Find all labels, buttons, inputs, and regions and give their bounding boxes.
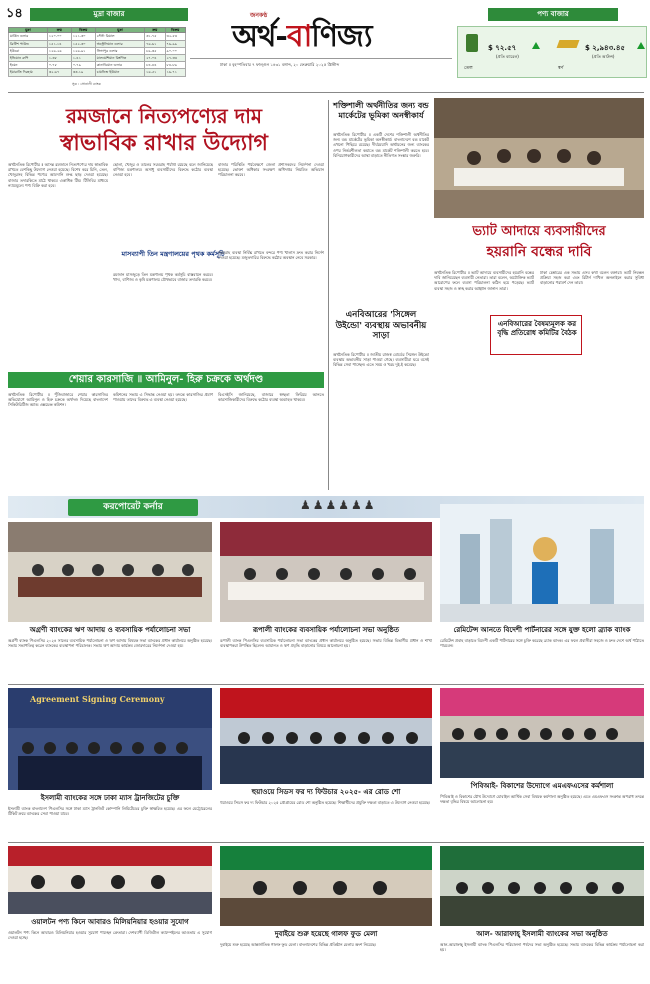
committee-inset-title: এনবিআরের বৈষম্যমূলক কর বৃদ্ধি প্রতিরোধ কমিটির বৈঠক xyxy=(497,319,577,337)
lead-body-4: রমজান মাসজুড়ে তিন মন্ত্রণালয় পৃথক কর্মসূচি বাস্তবায়ন করবে। খাদ্য, বাণিজ্য ও কৃষি মন্ত্রণালয় যৌথভাবে বাজার তদারকি করবে। xyxy=(113,272,213,283)
commodity-title: পণ্য বাজার xyxy=(488,8,618,21)
currency-cell: ১২৬.৯১ xyxy=(71,47,95,54)
gulfood-photo xyxy=(220,846,432,926)
people-silhouette-icon: ♟♟♟♟♟♟ xyxy=(300,498,377,512)
currency-col-header: মুদ্রা xyxy=(95,28,144,33)
lead-headline-1: রমজানে নিত্যপণ্যের দাম xyxy=(65,104,263,128)
walton-title: ওয়ালটন পণ্য কিনে আবারও মিলিয়নিয়ার হওয়ার সুযোগ xyxy=(31,917,189,926)
islami-title: ইসলামী ব্যাংকের সঙ্গে ঢাকা ম্যাস ট্রানজিটের চুক্তি xyxy=(40,793,180,802)
currency-cell: ৩২.৬৭ xyxy=(47,69,71,76)
brac-title: রেমিটেন্স আনতে বিদেশী পার্টনারের সঙ্গে যুক্ত হলো ব্র্যাক ব্যাংক xyxy=(453,625,631,634)
currency-cell: মালয়েশিয়ান রিংগিত xyxy=(95,55,144,62)
pbi-title: পিবিআই- বিকাশের উদ্যোগে এমএফএসের কর্মশালা xyxy=(470,781,614,790)
currency-row xyxy=(9,69,186,76)
committee-inset xyxy=(490,315,582,355)
corporate-corner-label: করপোরেট কর্নার xyxy=(68,499,198,516)
currency-cell: ৯০.০০ xyxy=(165,47,185,54)
dateline: ঢাকা ॥ বৃহস্পতিবার ৭ ফাল্গুন ১৪৩১ বঙ্গাব্দ, ২০ ফেব্রুয়ারি ২০২৫ খ্রিস্টাব্দ xyxy=(220,62,340,67)
oil-up-arrow-icon xyxy=(532,42,540,49)
rupali-title: রূপালী ব্যাংকের ব্যবসায়িক পর্যালোচনা সভা অনুষ্ঠিত xyxy=(252,625,400,634)
column-divider-1 xyxy=(328,100,329,490)
currency-cell: ০.৭৯ xyxy=(71,62,95,69)
currency-cell: ০.৭৮ xyxy=(47,62,71,69)
currency-cell: ১৫১.১৪ xyxy=(47,40,71,47)
currency-cell: ৩৩.১৯ xyxy=(71,69,95,76)
currency-col-header: বিক্রয় xyxy=(165,28,185,33)
lead-headline-2: স্বাভাবিক রাখার উদ্যোগ xyxy=(60,130,268,156)
currency-cell: ১২১.৩০ xyxy=(71,33,95,40)
currency-table xyxy=(8,27,186,77)
brac-remittance-illustration xyxy=(440,504,644,622)
lead-body-2: ছোলা, খেজুর ও ডালের সরবরাহ পর্যাপ্ত রয়েছে বলে জানিয়েছে বাণিজ্য মন্ত্রণালয়। অসাধু ব্যবসায়ীদের বিরুদ্ধে কঠোর ব্যবস্থা নেওয়া হবে। xyxy=(113,162,213,178)
oil-barrel-icon xyxy=(466,34,478,52)
huawei-roadshow-photo xyxy=(220,688,432,784)
currency-cell: ব্রিটিশ পাউন্ড xyxy=(9,40,48,47)
page-header xyxy=(0,0,650,92)
currency-cell: ১৬.৫১ xyxy=(145,69,165,76)
currency-col-header: ক্রয় xyxy=(145,28,165,33)
brand-left: অর্থ- xyxy=(232,19,287,54)
currency-row xyxy=(9,33,186,40)
walton-body: ওয়ালটন পণ্য কিনে আবারও মিলিয়নিয়ার হওয়ার সুযোগ পাচ্ছেন ক্রেতারা। দেশব্যাপী ডিজিটাল ক্যাম্পেইনের আওতায় এ সুযোগ দেওয়া হচ্ছে। xyxy=(8,930,212,941)
agreement-banner: Agreement Signing Ceremony xyxy=(30,694,165,704)
single-window-body: অর্থনৈতিক রিপোর্টার ॥ জাতীয় রাজস্ব বোর্ডের সিঙ্গেল উইন্ডো ব্যবস্থায় অভাবনীয় সাড়া পাওয়া গেছে। ব্যবসায়ীরা ঘরে বসেই বিভিন্ন সেবা পাচ্ছেন। এতে সময় ও খরচ দুই-ই কমেছে। xyxy=(333,352,429,368)
oil-label: তেল xyxy=(464,66,473,71)
currency-cell: ৩২.৫৩ xyxy=(165,33,185,40)
brand-mid: বা xyxy=(286,19,312,54)
vat-headline-1: ভ্যাট আদায়ে ব্যবসায়ীদের xyxy=(472,224,606,239)
rupali-meeting-photo xyxy=(220,522,432,622)
currency-row xyxy=(9,47,186,54)
brac-body: রেমিটেন্স প্রবাহ বাড়াতে বিদেশী একটি পার্টনারের সঙ্গে চুক্তি করেছে ব্র্যাক ব্যাংক। এর ফলে প্রবাসীরা সহজে ও দ্রুত দেশে অর্থ পাঠাতে পারবেন। xyxy=(440,638,644,649)
rupali-body: রূপালী ব্যাংক পিএলসির ব্যবসায়িক পর্যালোচনা সভা ব্যাংকের প্রধান কার্যালয়ে অনুষ্ঠিত হয়েছে। সভায় বিভিন্ন বিভাগীয় প্রধান ও শাখা ব্যবস্থাপকরা উপস্থিত ছিলেন। আমানত ও ঋণ প্রবৃদ্ধি বাড়ানোর বিষয়ে আলোচনা হয়। xyxy=(220,638,432,649)
currency-cell: ইয়েন xyxy=(9,62,48,69)
islami-body: ইসলামী ব্যাংক বাংলাদেশ পিএলসির সঙ্গে ঢাকা ম্যাস ট্রানজিট কোম্পানি লিমিটেডের চুক্তি স্বাক্ষরিত হয়েছে। এর ফলে মেট্রোরেলের টিকিট ক্রয়ে ব্যাংকের সেবা পাওয়া যাবে। xyxy=(8,806,212,817)
currency-cell: ১২০.০০ xyxy=(47,33,71,40)
lead-body-3: বাজার পরিস্থিতি পর্যবেক্ষণে জেলা প্রশাসকদের নির্দেশনা দেওয়া হয়েছে। ভোক্তা অধিকার সংরক্ষণ অধিদপ্তর নিয়মিত অভিযান পরিচালনা করবে। xyxy=(218,162,324,178)
brand-right: ণিজ্য xyxy=(311,19,372,54)
walton-photo xyxy=(8,846,212,914)
currency-cell: সিঙ্গাপুর ডলার xyxy=(95,47,144,54)
currency-cell: চায়নিজ ইউয়ান xyxy=(95,69,144,76)
currency-row xyxy=(9,55,186,62)
currency-cell: সৌদি রিয়াল xyxy=(95,33,144,40)
currency-source: সূত্র : সোনালী ব্যাংক xyxy=(72,82,101,86)
vat-headline-2: হয়রানি বন্ধের দাবি xyxy=(486,244,592,260)
bond-body: অর্থনৈতিক রিপোর্টার ॥ একটি দেশের শক্তিশালী অর্থনীতির জন্য বন্ড মার্কেটের ভূমিকা অনস্বীকার্য। বাংলাদেশে বন্ড মার্কেট এখনো পিছিয়ে রয়েছে। দীর্ঘমেয়াদি অর্থায়নের জন্য ব্যাংকের ওপর নির্ভরশীলতা কমাতে বন্ড মার্কেট শক্তিশালী করতে হবে। বিনিয়োগকারীদের আস্থা বাড়াতে নীতিগত সংস্কার জরুরি। xyxy=(333,132,429,158)
al-arafah-photo xyxy=(440,846,644,926)
gold-label: স্বর্ণ xyxy=(558,66,564,71)
currency-cell: অস্ট্রেলিয়ান ডলার xyxy=(95,40,144,47)
currency-cell: ৮৯.৩৫ xyxy=(145,47,165,54)
gold-unit: (প্রতি আউন্স) xyxy=(592,54,615,59)
currency-cell: ৮৪.৪৪ xyxy=(145,62,165,69)
currency-cell: ৭৬.৬১ xyxy=(145,40,165,47)
row-divider-1 xyxy=(8,684,644,685)
oil-price: $ ৭২.৫৭ xyxy=(488,44,517,52)
pbi-bkash-photo xyxy=(440,688,644,778)
currency-col-header: বিক্রয় xyxy=(71,28,95,33)
currency-col-header: মুদ্রা xyxy=(9,28,48,33)
row-divider-2 xyxy=(8,842,644,843)
currency-cell: কানাডিয়ান ডলার xyxy=(95,62,144,69)
currency-cell: ইন্ডিয়ান রুপি xyxy=(9,55,48,62)
share-body-1: অর্থনৈতিক রিপোর্টার ॥ পুঁজিবাজারে শেয়ার কারসাজির অভিযোগে আমিনুল ও হিরু চক্রকে অর্থদণ্ড দিয়েছে বাংলাদেশ সিকিউরিটিজ অ্যান্ড এক্সচেঞ্জ কমিশন। xyxy=(8,392,108,408)
gulfood-body: দুবাইয়ে শুরু হয়েছে আন্তর্জাতিক গালফ ফুড মেলা। বাংলাদেশের বিভিন্ন প্রতিষ্ঠান মেলায় অংশ নিয়েছে। xyxy=(220,942,377,947)
currency-col-header: ক্রয় xyxy=(47,28,71,33)
agrani-meeting-photo xyxy=(8,522,212,622)
vat-body-2: ঢাকা চেম্বারের এক সভায় এসব কথা বলেন বক্তারা। ভ্যাট নিবন্ধন প্রক্রিয়া সহজ করা এবং রিটার্ন দাখিল অনলাইনে করার সুবিধা বাড়ানোর পরামর্শ দেন তারা। xyxy=(540,270,644,286)
oil-unit: (প্রতি ব্যারেল) xyxy=(496,54,519,59)
lead-sub-headline: মাসব্যাপী তিন মন্ত্রণালয়ের পৃথক কর্মসূচি xyxy=(121,250,225,258)
share-body-2: কমিশনের সভায় এ সিদ্ধান্ত নেওয়া হয়। তদন্তে কারসাজির প্রমাণ পাওয়ায় তাদের বিরুদ্ধে এ ব্যবস্থা নেওয়া হয়েছে। xyxy=(113,392,213,403)
gold-up-arrow-icon xyxy=(637,42,645,49)
page-number: ১৪ xyxy=(6,6,23,21)
huawei-title: হুয়াওয়ে সিডস ফর দ্য ফিউচার ২০২৫- এর রোড শো xyxy=(251,787,401,796)
huawei-body: হুয়াওয়ে সিডস ফর দ্য ফিউচার ২০২৫ প্রোগ্রামের রোড শো অনুষ্ঠিত হয়েছে। শিক্ষার্থীদের প্রযুক্তি দক্ষতা বাড়াতে এ উদ্যোগ নেওয়া হয়েছে। xyxy=(220,800,431,805)
al-arafah-body: আল-আরাফাহ্ ইসলামী ব্যাংক পিএলসির পরিচালনা পর্ষদের সভা অনুষ্ঠিত হয়েছে। সভায় ব্যাংকের বিভিন্ন কার্যক্রম পর্যালোচনা করা হয়। xyxy=(440,942,644,953)
currency-cell: মার্কিন ডলার xyxy=(9,33,48,40)
al-arafah-title: আল- আরাফাহ্ ইসলামী ব্যাংকের সভা অনুষ্ঠিত xyxy=(476,929,608,938)
currency-cell: ৮৪.৮৬ xyxy=(165,62,185,69)
currency-cell: ১৬.৭১ xyxy=(165,69,185,76)
agrani-title: অগ্রণী ব্যাংকের ঋণ আদায় ও ব্যবসায়িক পর্যালোচনা সভা xyxy=(29,625,191,634)
currency-cell: ১৫২.৩০ xyxy=(71,40,95,47)
currency-cell: ১.৩৮ xyxy=(47,55,71,62)
agrani-body: অগ্রণী ব্যাংক পিএলসির ২০২৪ সালের ব্যবসায়িক পর্যালোচনা ও ঋণ আদায় বিষয়ক সভা ব্যাংকের প্রধান কার্যালয়ে অনুষ্ঠিত হয়েছে। সভায় সভাপতিত্ব করেন ব্যাংকের ব্যবস্থাপনা পরিচালক। সভায় ঋণ আদায় কার্যক্রম জোরদারের নির্দেশনা দেওয়া হয়। xyxy=(8,638,212,649)
currency-cell: ১২৬.২৬ xyxy=(47,47,71,54)
gold-price: $ ২,৯৪৩.৪৫ xyxy=(585,44,625,52)
header-rule xyxy=(190,58,452,59)
lead-body-1: অর্থনৈতিক রিপোর্টার ॥ আসন্ন রমজানে নিত্যপণ্যের দাম স্বাভাবিক রাখতে বেশকিছু উদ্যোগ নেওয়া হয়েছে। বিশেষ করে চিনি, তেল, খেজুরসহ বিভিন্ন পণ্যের আমদানি শুল্ক ছাড় দেওয়া হয়েছে। বাজার তদারকিতে মাঠে থাকবে একাধিক টিম। টিসিবির মাধ্যমে ন্যায্যমূল্যে পণ্য বিক্রি করা হবে। xyxy=(8,162,108,188)
currency-cell: ১.৪১ xyxy=(71,55,95,62)
currency-cell: ৭৬.৯৯ xyxy=(165,40,185,47)
bond-headline: শক্তিশালী অর্থনীতির জন্য বন্ড মার্কেটের ভূমিকা অনস্বীকার্য xyxy=(333,100,429,120)
share-scam-band: শেয়ার কারসাজি ॥ আমিনুল- হিরু চক্রকে অর্থদণ্ড xyxy=(8,372,324,388)
section-brand xyxy=(232,18,372,56)
islami-agreement-photo xyxy=(8,688,212,790)
currency-cell: ৩১.৭৫ xyxy=(145,33,165,40)
share-body-3: বিএসইসি জানিয়েছে, বাজারে স্বচ্ছতা ফিরিয়ে আনতে কারসাজিকারীদের বিরুদ্ধে কঠোর ব্যবস্থা অব্যাহত থাকবে। xyxy=(218,392,324,403)
pbi-body: পিবিআই ও বিকাশের যৌথ উদ্যোগে মোবাইল আর্থিক সেবা বিষয়ক কর্মশালা অনুষ্ঠিত হয়েছে। এতে এমএফএস সংক্রান্ত অপরাধ তদন্তে দক্ষতা বৃদ্ধির বিষয়ে আলোচনা হয়। xyxy=(440,794,644,805)
brand-small: জনকণ্ঠ xyxy=(250,12,268,19)
currency-row xyxy=(9,40,186,47)
currency-row xyxy=(9,62,186,69)
header-divider xyxy=(8,92,644,93)
single-window-headline: এনবিআরের 'সিঙ্গেল উইন্ডো' ব্যবস্থায় অভাবনীয় সাড়া xyxy=(335,310,427,342)
currency-cell: ২৭.৩৩ xyxy=(165,55,185,62)
gold-bar-icon xyxy=(557,40,580,48)
currency-cell: ইমারাতি দিরহাম xyxy=(9,69,48,76)
vat-body-1: অর্থনৈতিক রিপোর্টার ॥ ভ্যাট আদায়ে ব্যবসায়ীদের হয়রানি বন্ধের দাবি জানিয়েছেন ব্যবসায়ী নেতারা। তারা বলেন, অযৌক্তিক ভ্যাট আরোপের ফলে ব্যবসা পরিচালনা কঠিন হয়ে পড়েছে। ভ্যাট ব্যবস্থা সহজ ও স্বচ্ছ করার আহ্বান জানান তারা। xyxy=(434,270,534,291)
lead-body-5: সরবরাহ ব্যবস্থা নির্বিঘ্ন রাখতে বন্দরে পণ্য খালাস দ্রুত করার নির্দেশ দেওয়া হয়েছে। মজুতদারির বিরুদ্ধে কঠোর অবস্থান নেবে সরকার। xyxy=(218,250,324,261)
vat-meeting-photo xyxy=(434,98,644,218)
currency-cell: ইউরো xyxy=(9,47,48,54)
currency-cell: ২৭.০৪ xyxy=(145,55,165,62)
gulfood-title: দুবাইয়ে শুরু হয়েছে গালফ ফুড মেলা xyxy=(274,929,378,938)
currency-title: মুদ্রা বাজার xyxy=(30,8,188,21)
